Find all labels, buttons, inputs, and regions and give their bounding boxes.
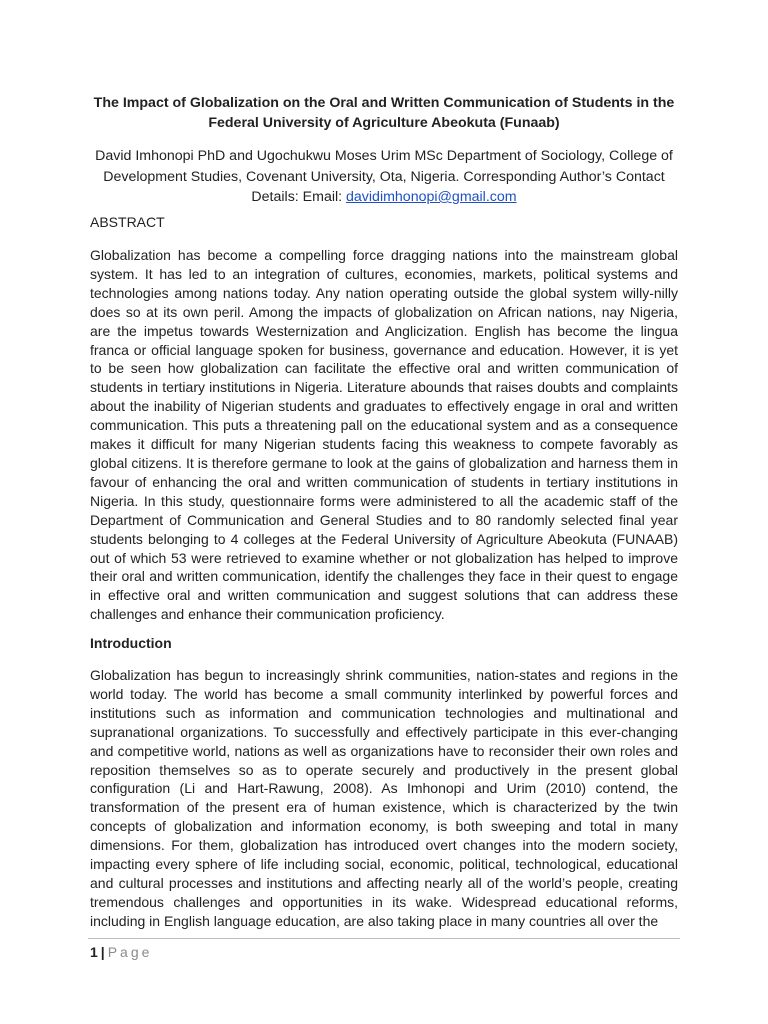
page-number: 1	[90, 944, 98, 960]
page-label: Page	[107, 944, 153, 960]
abstract-heading: ABSTRACT	[90, 214, 165, 230]
page-footer	[90, 943, 152, 961]
introduction-paragraph: Globalization has begun to increasingly shrink communities, nation-states and regions in the world today. The world has become a small community interlinked by powerful forces and institutions such as information and communication technologies and multinational and supranational organizations. To successfully and effectively participate in this ever-changing and competitive world, nations as well as organizations have to reconsider their own roles and reposition themselves so as to operate securely and productively in the present global configuration (Li and Hart-Rawung, 2008). As Imhonopi and Urim (2010) contend, the transformation of the present era of human existence, which is characterized by the twin concepts of globalization and information economy, is both sweeping and total in many dimensions. For them, globalization has introduced overt changes into the modern society, impacting every sphere of life including social, economic, political, technological, educational and cultural processes and institutions and affecting nearly all of the world’s people, creating tremendous challenges and opportunities in its wake. Widespread educational reforms, including in English language education, are also taking place in many countries all over the	[90, 667, 678, 929]
footer-divider	[88, 938, 680, 939]
author-details: David Imhonopi PhD and Ugochukwu Moses Urim MSc Department of Sociology, College of Development Studies, Covenant University, Ota, Nigeria. Corresponding Author’s Contact Details: Email:	[95, 148, 673, 205]
paper-title: The Impact of Globalization on the Oral and Written Communication of Students in the Federal University of Agriculture Abeokuta (Funaab)	[93, 95, 675, 131]
author-affiliation	[88, 146, 680, 208]
footer-separator: |	[100, 944, 105, 960]
author-email-link[interactable]: davidimhonopi@gmail.com	[346, 189, 517, 205]
introduction-heading: Introduction	[90, 635, 172, 651]
abstract-paragraph: Globalization has become a compelling force dragging nations into the mainstream global system. It has led to an integration of cultures, economies, markets, political systems and technologies among nations today. Any nation operating outside the global system willy-nilly does so at its own peril. Among the impacts of globalization on African nations, nay Nigeria, are the impetus towards Westernization and Anglicization. English has become the lingua franca or official language spoken for business, governance and education. However, it is yet to be seen how globalization can facilitate the effective oral and written communication of students in tertiary institutions in Nigeria. Literature abounds that raises doubts and complaints about the inability of Nigerian students and graduates to effectively engage in oral and written communication. This puts a threatening pall on the educational system and as a consequence makes it difficult for many Nigerian students facing this weakness to compete favorably as global citizens. It is therefore germane to look at the gains of globalization and harness them in favour of enhancing the oral and written communication of students in tertiary institutions in Nigeria. In this study, questionnaire forms were administered to all the academic staff of the Department of Communication and General Studies and to 80 randomly selected final year students belonging to 4 colleges at the Federal University of Agriculture Abeokuta (FUNAAB) out of which 53 were retrieved to examine whether or not globalization has helped to improve their oral and written communication, identify the challenges they face in their quest to engage in effective oral and written communication and suggest solutions that can address these challenges and enhance their communication proficiency.	[90, 247, 678, 623]
